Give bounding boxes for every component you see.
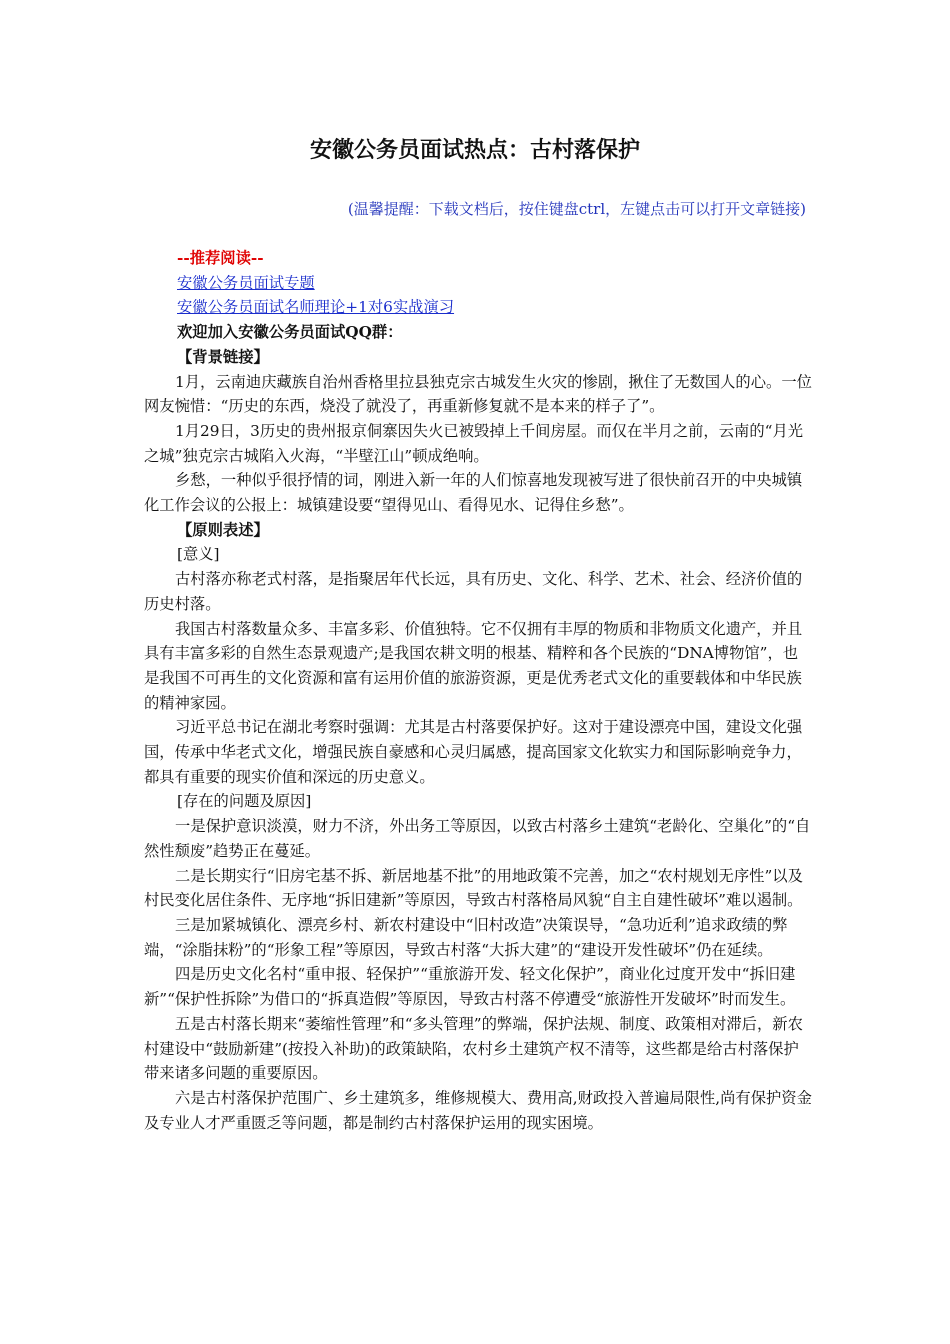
document-title: 安徽公务员面试热点：古村落保护: [309, 138, 640, 163]
paragraph: 古村落亦称老式村落，是指聚居年代长远，具有历史、文化、科学、艺术、社会、经济价值的历史村落。: [144, 570, 803, 613]
paragraph: 1月29日，3历史的贵州报京侗寨因失火已被毁掉上千间房屋。而仅在半月之前，云南的“月光之城”独克宗古城陷入火海，“半壁江山”顿成绝响。: [144, 421, 804, 465]
paragraph: 乡愁，一种似乎很抒情的词，刚进入新一年的人们惊喜地发现被写进了很快前召开的中央城镇化工作会议的公报上：城镇建设要“望得见山、看得见水、记得住乡愁”。: [144, 471, 803, 515]
qq-group-text: 欢迎加入安徽公务员面试QQ群：: [177, 323, 403, 342]
tip-note: (温馨提醒：下载文档后，按住键盘ctrl，左键点击可以打开文章链接): [347, 200, 806, 218]
paragraph: 1月，云南迪庆藏族自治州香格里拉县独克宗古城发生火灾的惨剧，揪住了无数国人的心。一位网友惋惜：“历史的东西，烧没了就没了，再重新修复就不是本来的样子了”。: [144, 372, 812, 416]
link-interview-topic[interactable]: 安徽公务员面试专题: [177, 273, 315, 292]
section-background: 【背景链接】: [177, 347, 269, 366]
document-body: [144, 246, 812, 1135]
subsection-problems: [存在的问题及原因]: [177, 792, 312, 811]
paragraph: 六是古村落保护范围广、乡土建筑多，维修规模大、费用高,财政投入普遍局限性,尚有保护资金及专业人才严重匮乏等问题，都是制约古村落保护运用的现实困境。: [144, 1088, 812, 1132]
section-principle: 【原则表述】: [177, 520, 269, 539]
paragraph: 二是长期实行“旧房宅基不拆、新居地基不批”的用地政策不完善，加之“农村规划无序性”以及村民变化居住条件、无序地“拆旧建新”等原因，导致古村落格局风貌“自主自建性破坏”难以遏制。: [144, 866, 803, 910]
paragraph: 三是加紧城镇化、漂亮乡村、新农村建设中“旧村改造”决策误导，“急功近利”追求政绩的弊端，“涂脂抹粉”的“形象工程”等原因，导致古村落“大拆大建”的“建设开发性破坏”仍在延续。: [144, 915, 788, 959]
paragraph: 五是古村落长期来“萎缩性管理”和“多头管理”的弊端，保护法规、制度、政策相对滞后，新农村建设中“鼓励新建”(按投入补助)的政策缺陷，农村乡土建筑产权不清等，这些都是给古村落保护带来诸多问题的重要原因。: [144, 1014, 803, 1083]
recommend-heading: --推荐阅读--: [177, 249, 264, 267]
paragraph: 我国古村落数量众多、丰富多彩、价值独特。它不仅拥有丰厚的物质和非物质文化遗产，并且具有丰富多彩的自然生态景观遗产;是我国农耕文明的根基、精粹和各个民族的“DNA博物馆”，也是我国不可再生的文化资源和富有运用价值的旅游资源，更是优秀老式文化的重要载体和中华民族的精神家园。: [144, 619, 803, 712]
paragraph: 习近平总书记在湖北考察时强调：尤其是古村落要保护好。这对于建设漂亮中国，建设文化强国，传承中华老式文化，增强民族自豪感和心灵归属感，提高国家文化软实力和国际影响竞争力，都具有重要的现实价值和深远的历史意义。: [144, 718, 803, 786]
subsection-meaning: [意义]: [177, 545, 220, 564]
paragraph: 一是保护意识淡漠，财力不济，外出务工等原因，以致古村落乡土建筑“老龄化、空巢化”的“自然性颓废”趋势正在蔓延。: [144, 817, 811, 860]
link-interview-practice[interactable]: 安徽公务员面试名师理论+1对6实战演习: [177, 298, 455, 317]
paragraph: 四是历史文化名村“重申报、轻保护”“重旅游开发、轻文化保护”，商业化过度开发中“拆旧建新”“保护性拆除”为借口的“拆真造假”等原因，导致古村落不停遭受“旅游性开发破坏”时而发生。: [144, 965, 796, 1009]
